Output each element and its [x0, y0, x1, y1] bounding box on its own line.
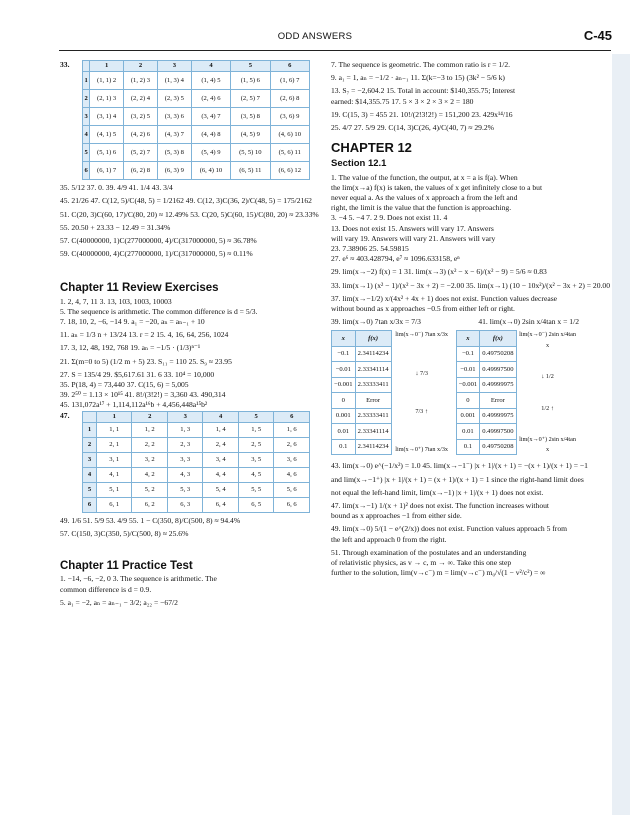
answer-r13-cont: earned: $14,355.75 17. 5 × 3 × 2 × 3 × 2 = 180: [331, 96, 474, 106]
answer-51: 51. C(20, 3)C(60, 17)/C(80, 20) ≈ 12.49% 53. C(20, 5)C(60, 15)/C(80, 20) ≈ 23.33%: [60, 209, 319, 219]
limit-table-39-group: [331, 330, 450, 455]
limit-table-cell: 0.49999975: [480, 377, 516, 393]
limit-table-cell: 0.1: [332, 439, 356, 455]
s51-cont1: of relativistic physics, as v → c, m → ∞. Take this one step: [331, 558, 512, 568]
grid-cell: (5, 4) 9: [191, 144, 230, 162]
grid-cell: 5, 5: [238, 482, 273, 497]
limit-table-header: f(x): [355, 331, 391, 347]
s13-cont: will vary 19. Answers will vary 21. Answers will vary: [331, 233, 496, 243]
grid-cell: 4, 2: [132, 467, 167, 482]
s13: 13. Does not exist 15. Answers will vary 17. Answers: [331, 223, 494, 233]
grid-cell: 6, 2: [132, 497, 167, 512]
grid-col-header: 6: [270, 61, 309, 72]
grid-cell: 6, 3: [167, 497, 202, 512]
grid-cell: 1, 6: [274, 422, 310, 437]
limit-table-cell: 0.001: [332, 408, 356, 424]
grid-cell: 2, 6: [274, 437, 310, 452]
limit-table-header: f(x): [480, 331, 516, 347]
limit-table-row: [456, 393, 516, 409]
grid-row-header: 6: [83, 162, 90, 180]
grid-cell: (1, 6) 7: [270, 72, 309, 90]
s1-line2: the lim(x→a) f(x) is taken, the values of x get infinitely close to a but: [331, 182, 543, 192]
grid-row: [83, 144, 310, 162]
limit-table-cell: −0.001: [456, 377, 480, 393]
t41-arrow-top: ↓ 1/2: [541, 373, 554, 381]
grid-cell: (3, 1) 4: [90, 108, 124, 126]
grid-cell: (2, 1) 3: [90, 90, 124, 108]
limit-table-row: [456, 362, 516, 378]
limit-table-row: [456, 377, 516, 393]
grid-cell: 3, 5: [238, 452, 273, 467]
grid-cell: (3, 2) 5: [124, 108, 158, 126]
s45-cont2: not equal the left-hand limit, lim(x→−1) |x + 1|/(x + 1) does not exist.: [331, 487, 544, 497]
limit-table-row: [332, 346, 392, 362]
answer-r25: 25. 4/7 27. 5/9 29. C(14, 3)C(26, 4)/C(40, 7) ≈ 29.2%: [331, 123, 494, 133]
grid-row-header: 4: [83, 126, 90, 144]
grid-cell: (5, 6) 11: [270, 144, 309, 162]
limit-table-row: [332, 408, 392, 424]
sample-space-table-33: [82, 60, 310, 180]
grid-cell: (3, 6) 9: [270, 108, 309, 126]
limit-table-row: [456, 346, 516, 362]
review-49: 49. 1/6 51. 5/9 53. 4/9 55. 1 − C(350, 8)/C(500, 8) ≈ 94.4%: [60, 515, 241, 525]
grid-cell: 3, 1: [97, 452, 132, 467]
limit-table-cell: 0: [332, 393, 356, 409]
limit-table-row: [332, 439, 392, 455]
review-5: 5. The sequence is arithmetic. The common difference is d = 5/3.: [60, 306, 258, 316]
t39-arrow-top: ↓ 7/3: [415, 369, 428, 377]
grid-col-header: 4: [203, 411, 238, 422]
s33: 33. lim(x→1) (x² − 1)/(x² − 3x + 2) = −2.00 35. lim(x→1) (10 − 10x²)/(x² − 3x + 2) = 20.00: [331, 280, 611, 290]
answer-r13: 13. S₇ = −2,604.2 15. Total in account: $140,355.75; Interest: [331, 86, 516, 96]
header-rule: [59, 50, 611, 51]
grid-row: [83, 497, 310, 512]
review-11: 11. aₙ = 1/3 n + 13/24 13. r = 2 15. 4, 16, 64, 256, 1024: [60, 330, 229, 340]
grid-cell: 2, 3: [167, 437, 202, 452]
s1-line1: 1. The value of the function, the output, at x = a is f(a). When: [331, 172, 518, 182]
grid-cell: 2, 1: [97, 437, 132, 452]
grid-row-header: 1: [83, 72, 90, 90]
limit-table-41-group: [456, 330, 577, 455]
limit-table-cell: Error: [480, 393, 516, 409]
s1-line4: right, the limit is the value that the function is approaching.: [331, 203, 512, 213]
grid-col-header: 2: [132, 411, 167, 422]
grid-col-header: 1: [97, 411, 132, 422]
limit-table-header: x: [332, 331, 356, 347]
grid-cell: 4, 1: [97, 467, 132, 482]
answer-57: 57. C(40000000, 1)C(277000000, 4)/C(317000000, 5) ≈ 36.78%: [60, 236, 257, 246]
answer-r19: 19. C(15, 3) = 455 21. 10!/(2!3!2!) = 151,200 23. 429x¹⁴/16: [331, 109, 513, 119]
chapter-12-heading: CHAPTER 12: [331, 140, 412, 156]
grid-cell: (1, 3) 4: [157, 72, 191, 90]
grid-cell: (6, 5) 11: [231, 162, 270, 180]
answer-45: 45. 21/26 47. C(12, 5)/C(48, 5) = 1/2162 49. C(12, 3)C(36, 2)/C(48, 5) = 175/2162: [60, 196, 312, 206]
review-21: 21. Σ(m=0 to 5) (1/2 m + 5) 23. S₁₁ = 110 25. S₉ ≈ 23.95: [60, 356, 232, 366]
answer-59: 59. C(40000000, 4)C(277000000, 1)/C(317000000, 5) ≈ 0.11%: [60, 249, 253, 259]
limit-table-cell: 0.49997500: [480, 424, 516, 440]
grid-cell: (2, 6) 8: [270, 90, 309, 108]
s51: 51. Through examination of the postulates and an understanding: [331, 547, 527, 557]
grid-col-header: 1: [90, 61, 124, 72]
side-band: [612, 54, 630, 815]
grid-cell: (5, 2) 7: [124, 144, 158, 162]
grid-cell: 3, 6: [274, 452, 310, 467]
limit-table-cell: Error: [355, 393, 391, 409]
grid-cell: (1, 1) 2: [90, 72, 124, 90]
grid-cell: 1, 3: [167, 422, 202, 437]
limit-table-cell: 0.01: [332, 424, 356, 440]
grid-row-header: 5: [83, 482, 97, 497]
s29: 29. lim(x→−2) f(x) = 1 31. lim(x→3) (x² − x − 6)/(x² − 9) = 5/6 ≈ 0.83: [331, 267, 547, 277]
exercise-47-label: 47.: [60, 410, 70, 420]
grid-row: [83, 162, 310, 180]
grid-cell: (3, 4) 7: [191, 108, 230, 126]
section-12-1-heading: Section 12.1: [331, 158, 387, 170]
grid-row-header: 5: [83, 144, 90, 162]
grid-row-header: 3: [83, 108, 90, 126]
grid-cell: 1, 5: [238, 422, 273, 437]
limit-table-cell: 0.49997500: [480, 362, 516, 378]
s37-cont: without bound as x approaches −0.5 from either left or right.: [331, 304, 515, 314]
limit-table-cell: 0.01: [456, 424, 480, 440]
grid-corner: [83, 61, 90, 72]
limit-table-cell: −0.01: [332, 362, 356, 378]
limit-table-cell: 0.49999975: [480, 408, 516, 424]
grid-col-header: 5: [231, 61, 270, 72]
limit-table-cell: −0.1: [332, 346, 356, 362]
limit-table-row: [456, 439, 516, 455]
answer-55: 55. 20.50 + 23.33 − 12.49 = 31.34%: [60, 222, 171, 232]
grid-corner: [83, 411, 97, 422]
grid-cell: (4, 6) 10: [270, 126, 309, 144]
review-exercises-heading: Chapter 11 Review Exercises: [60, 282, 219, 295]
limit-table-row: [332, 424, 392, 440]
review-45: 45. 131,072a¹⁷ + 1,114,112a¹⁶b + 4,456,448a¹⁵b²: [60, 400, 208, 410]
grid-row-header: 1: [83, 422, 97, 437]
grid-cell: 6, 6: [274, 497, 310, 512]
grid-col-header: 4: [191, 61, 230, 72]
review-7: 7. 18, 10, 2, −6, −14 9. a₁ = −20, aₙ = aₙ₋₁ + 10: [60, 317, 205, 327]
t39-arrow-bot: 7/3 ↑: [415, 408, 428, 415]
s3: 3. −4 5. −4 7. 2 9. Does not exist 11. 4: [331, 213, 448, 223]
limit-table-39: [331, 330, 392, 455]
s41: 41. lim(x→0) 2sin x/4tan x = 1/2: [478, 317, 579, 327]
grid-row: [83, 422, 310, 437]
grid-cell: (1, 5) 6: [231, 72, 270, 90]
exercise-33-label: 33.: [60, 60, 70, 69]
limit-table-cell: 2.34114234: [355, 346, 391, 362]
practice-1-cont: common difference is d = 0.9.: [60, 584, 152, 594]
grid-row-header: 6: [83, 497, 97, 512]
grid-cell: 5, 4: [203, 482, 238, 497]
t41-arrow-bot: 1/2 ↑: [541, 404, 554, 412]
grid-cell: 5, 6: [274, 482, 310, 497]
limit-table-cell: 0.1: [456, 439, 480, 455]
grid-row: [83, 452, 310, 467]
practice-test-heading: Chapter 11 Practice Test: [60, 560, 193, 573]
review-39: 39. 2⁵⁰ = 1.13 × 10¹⁵ 41. 8!/(3!2!) = 3,360 43. 490,314: [60, 390, 226, 400]
grid-cell: 1, 4: [203, 422, 238, 437]
grid-cell: 4, 5: [238, 467, 273, 482]
grid-col-header: 3: [157, 61, 191, 72]
grid-cell: (3, 3) 6: [157, 108, 191, 126]
review-1: 1. 2, 4, 7, 11 3. 13, 103, 1003, 10003: [60, 296, 172, 306]
limit-table-header: x: [456, 331, 480, 347]
grid-cell: (2, 2) 4: [124, 90, 158, 108]
grid-cell: 2, 2: [132, 437, 167, 452]
grid-cell: 6, 4: [203, 497, 238, 512]
grid-cell: 3, 3: [167, 452, 202, 467]
t39-lim-left: lim(x→0⁻) 7tan x/3x: [395, 331, 449, 339]
grid-col-header: 3: [167, 411, 202, 422]
grid-row-header: 2: [83, 90, 90, 108]
grid-cell: (6, 2) 8: [124, 162, 158, 180]
review-57: 57. C(150, 3)C(350, 5)/C(500, 8) ≈ 25.6%: [60, 529, 189, 539]
grid-cell: (4, 1) 5: [90, 126, 124, 144]
left-column: [60, 60, 322, 608]
limit-table-cell: 0.49750208: [480, 439, 516, 455]
review-17: 17. 3, 12, 48, 192, 768 19. aₙ = −1/5 · (1/3)ⁿ⁻¹: [60, 343, 201, 353]
practice-1: 1. −14, −6, −2, 0 3. The sequence is arithmetic. The: [60, 574, 217, 584]
limit-table-row: [332, 362, 392, 378]
grid-cell: (4, 5) 9: [231, 126, 270, 144]
s51-cont2: further to the solution, lim(v→c⁻) m = lim(v→c⁻) m₀/√(1 − v²/c²) = ∞: [331, 568, 546, 578]
grid-cell: (5, 3) 8: [157, 144, 191, 162]
grid-cell: (6, 3) 9: [157, 162, 191, 180]
limit-table-41: [456, 330, 517, 455]
review-35: 35. P(18, 4) = 73,440 37. C(15, 6) = 5,005: [60, 380, 189, 390]
grid-cell: 3, 4: [203, 452, 238, 467]
grid-cell: 6, 5: [238, 497, 273, 512]
grid-cell: (2, 4) 6: [191, 90, 230, 108]
answer-r7: 7. The sequence is geometric. The common ratio is r = 1/2.: [331, 60, 511, 69]
grid-cell: (6, 1) 7: [90, 162, 124, 180]
grid-cell: 4, 4: [203, 467, 238, 482]
grid-cell: (1, 4) 5: [191, 72, 230, 90]
grid-col-header: 2: [124, 61, 158, 72]
limit-table-cell: −0.1: [456, 346, 480, 362]
limit-table-cell: 2.33341114: [355, 424, 391, 440]
grid-row-header: 4: [83, 467, 97, 482]
grid-cell: (5, 5) 10: [231, 144, 270, 162]
grid-col-header: 5: [238, 411, 273, 422]
grid-cell: 6, 1: [97, 497, 132, 512]
grid-cell: (2, 5) 7: [231, 90, 270, 108]
page-number: C-45: [583, 28, 612, 43]
s37: 37. lim(x→−1/2) x/(4x² + 4x + 1) does not exist. Function values decrease: [331, 293, 558, 303]
s49-cont: the left and approach 0 from the right.: [331, 534, 447, 544]
grid-row: [83, 437, 310, 452]
grid-row-header: 2: [83, 437, 97, 452]
limit-table-cell: 2.34114234: [355, 439, 391, 455]
grid-cell: 5, 2: [132, 482, 167, 497]
limit-table-row: [456, 424, 516, 440]
grid-cell: 1, 1: [97, 422, 132, 437]
limit-table-cell: −0.001: [332, 377, 356, 393]
s39: 39. lim(x→0) 7tan x/3x = 7/3: [331, 317, 421, 327]
grid-row: [83, 90, 310, 108]
grid-cell: 5, 1: [97, 482, 132, 497]
grid-cell: 4, 3: [167, 467, 202, 482]
limit-table-cell: 2.33333411: [355, 377, 391, 393]
limit-table-cell: 2.33341114: [355, 362, 391, 378]
review-27: 27. S = 135/4 29. $5,617.61 31. 6 33. 10⁴ = 10,000: [60, 369, 215, 379]
grid-row-header: 3: [83, 452, 97, 467]
grid-cell: 4, 6: [274, 467, 310, 482]
grid-cell: (5, 1) 6: [90, 144, 124, 162]
answer-r9: 9. a₁ = 1, aₙ = −1/2 · aₙ₋₁ 11. Σ(k=−3 to 15) (3k² − 5/6 k): [331, 73, 505, 83]
s43: 43. lim(x→0) e^(−1/x²) = 1.0 45. lim(x→−1⁻) |x + 1|/(x + 1) = −(x + 1)/(x + 1) = −1: [331, 461, 588, 471]
grid-row: [83, 482, 310, 497]
limit-table-row: [456, 408, 516, 424]
page-header: [0, 0, 630, 54]
grid-cell: 1, 2: [132, 422, 167, 437]
sample-space-table-47: [82, 411, 310, 513]
s23: 23. 7.38906 25. 54.59815: [331, 244, 409, 254]
grid-cell: 5, 3: [167, 482, 202, 497]
right-column: [331, 60, 609, 579]
grid-row: [83, 467, 310, 482]
t41-lim-left: lim(x→0⁻) 2sin x/4tan x: [519, 331, 576, 349]
t39-lim-right: lim(x→0⁺) 7tan x/3x: [395, 446, 449, 454]
grid-cell: (4, 3) 7: [157, 126, 191, 144]
grid-cell: 2, 5: [238, 437, 273, 452]
grid-cell: (4, 2) 6: [124, 126, 158, 144]
s47: 47. lim(x→−1) 1/(x + 1)² does not exist. The function increases without: [331, 501, 550, 511]
limit-table-cell: 2.33333411: [355, 408, 391, 424]
answer-35: 35. 5/12 37. 0. 39. 4/9 41. 1/4 43. 3/4: [60, 183, 173, 193]
grid-cell: (3, 5) 8: [231, 108, 270, 126]
limit-table-row: [332, 393, 392, 409]
grid-col-header: 6: [274, 411, 310, 422]
grid-row: [83, 126, 310, 144]
running-title: ODD ANSWERS: [277, 31, 353, 42]
t41-lim-right: lim(x→0⁺) 2sin x/4tan x: [519, 436, 576, 454]
limit-table-row: [332, 377, 392, 393]
limit-table-cell: 0.49750208: [480, 346, 516, 362]
s45-cont1: and lim(x→−1⁺) |x + 1|/(x + 1) = (x + 1)/(x + 1) = 1 since the right-hand limit does: [331, 474, 584, 484]
grid-cell: 3, 2: [132, 452, 167, 467]
s47-cont: bound as x approaches −1 from either side.: [331, 511, 462, 521]
limit-table-cell: 0.001: [456, 408, 480, 424]
grid-cell: (6, 6) 12: [270, 162, 309, 180]
grid-cell: (2, 3) 5: [157, 90, 191, 108]
grid-row: [83, 72, 310, 90]
grid-row: [83, 108, 310, 126]
practice-5: 5. a₁ = −2, aₙ = aₙ₋₁ − 3/2; a₂₂ = −67/2: [60, 597, 178, 607]
s1-line3: never equal a. As the values of x approach a from the left and: [331, 193, 518, 203]
grid-cell: (6, 4) 10: [191, 162, 230, 180]
grid-cell: 2, 4: [203, 437, 238, 452]
s49: 49. lim(x→0) 5/(1 − e^(2/x)) does not exist. Function values approach 5 from: [331, 524, 568, 534]
grid-cell: (4, 4) 8: [191, 126, 230, 144]
limit-table-cell: 0: [456, 393, 480, 409]
limit-table-cell: −0.01: [456, 362, 480, 378]
s27: 27. e⁶ ≈ 403.428794, e⁷ ≈ 1096.633158, eⁿ: [331, 254, 460, 264]
grid-cell: (1, 2) 3: [124, 72, 158, 90]
